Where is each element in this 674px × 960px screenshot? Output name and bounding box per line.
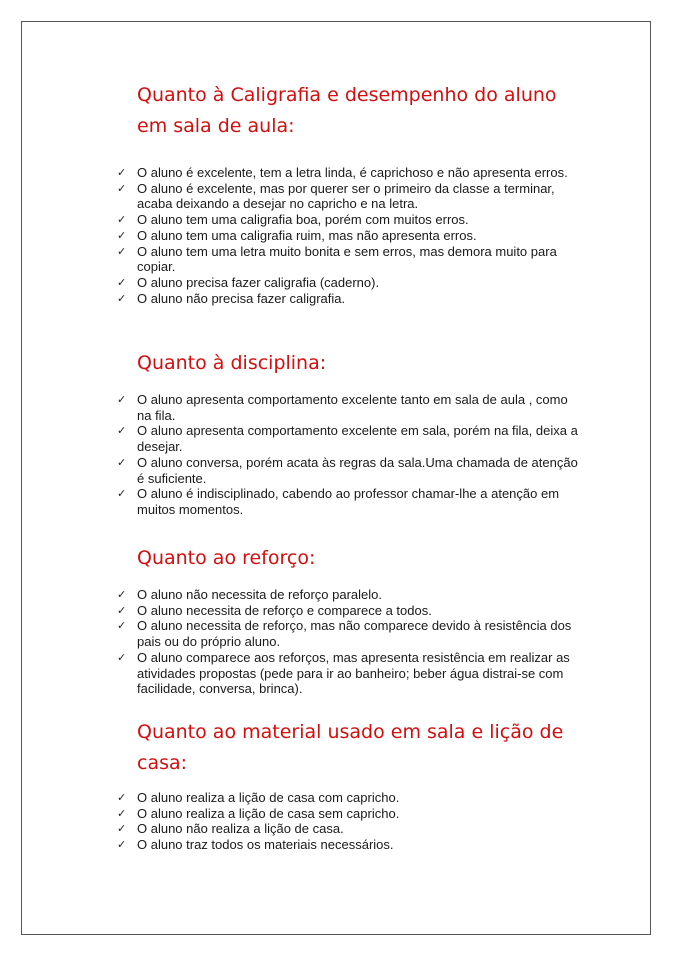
checkmark-icon: ✓ (117, 791, 127, 804)
checkmark-icon: ✓ (117, 424, 127, 438)
section-heading-caligrafia: Quanto à Caligrafia e desempenho do aluno em sala de aula: (137, 84, 557, 137)
checkmark-icon: ✓ (117, 588, 127, 601)
section-heading-material: Quanto ao material usado em sala e lição de casa: (137, 721, 564, 774)
list-item: ✓ O aluno precisa fazer caligrafia (caderno). (117, 274, 380, 290)
checklist-reforco (113, 587, 583, 697)
list-item: ✓ O aluno apresenta comportamento excelente tanto em sala de aula , como na fila. (117, 392, 568, 423)
checkmark-icon: ✓ (117, 275, 127, 289)
checkmark-icon: ✓ (117, 603, 127, 617)
list-item: ✓ O aluno realiza a lição de casa sem capricho. (117, 805, 400, 821)
checkmark-icon: ✓ (117, 213, 127, 227)
list-item: ✓ O aluno é excelente, tem a letra linda, é caprichoso e não apresenta erros. (117, 165, 568, 180)
checkmark-icon: ✓ (117, 822, 127, 836)
checkmark-icon: ✓ (117, 650, 127, 664)
list-item: ✓ O aluno necessita de reforço e comparece a todos. (117, 602, 432, 618)
checkmark-icon: ✓ (117, 455, 127, 469)
checkmark-icon: ✓ (117, 487, 127, 501)
list-item: ✓ O aluno realiza a lição de casa com capricho. (117, 790, 400, 805)
list-item: ✓ O aluno não realiza a lição de casa. (117, 821, 344, 837)
checkmark-icon: ✓ (117, 619, 127, 633)
list-item: ✓ O aluno é indisciplinado, cabendo ao professor chamar-lhe a atenção em muitos momentos. (117, 486, 560, 517)
checklist-material (113, 790, 583, 853)
list-item: ✓ O aluno traz todos os materiais necessários. (117, 837, 394, 853)
section-heading-disciplina: Quanto à disciplina: (137, 352, 327, 374)
list-item: ✓ O aluno comparece aos reforços, mas apresenta resistência em realizar as atividades propostas (pede para ir ao banheiro; beber água distrai-se com facilidade, conversa, brinca). (117, 649, 570, 697)
checklist-disciplina (113, 392, 583, 518)
checkmark-icon: ✓ (117, 838, 127, 852)
checkmark-icon: ✓ (117, 244, 127, 258)
checkmark-icon: ✓ (117, 393, 127, 406)
list-item: ✓ O aluno não precisa fazer caligrafia. (117, 290, 346, 306)
section-heading-reforco: Quanto ao reforço: (137, 547, 316, 569)
checkmark-icon: ✓ (117, 228, 127, 242)
checklist-caligrafia (113, 165, 583, 306)
list-item: ✓ O aluno tem uma caligrafia ruim, mas não apresenta erros. (117, 227, 477, 243)
list-item: ✓ O aluno não necessita de reforço paralelo. (117, 587, 382, 602)
checkmark-icon: ✓ (117, 166, 127, 179)
checkmark-icon: ✓ (117, 181, 127, 195)
list-item: ✓ O aluno tem uma caligrafia boa, porém com muitos erros. (117, 212, 469, 228)
list-item: ✓ O aluno tem uma letra muito bonita e sem erros, mas demora muito para copiar. (117, 243, 557, 275)
checkmark-icon: ✓ (117, 291, 127, 305)
checkmark-icon: ✓ (117, 806, 127, 820)
list-item: ✓ O aluno apresenta comportamento excelente em sala, porém na fila, deixa a desejar. (117, 423, 578, 455)
list-item: ✓ O aluno é excelente, mas por querer ser o primeiro da classe a terminar, acaba deixando a desejar no capricho e na letra. (117, 180, 555, 212)
list-item: ✓ O aluno necessita de reforço, mas não comparece devido à resistência dos pais ou do próprio aluno. (117, 618, 572, 650)
list-item: ✓ O aluno conversa, porém acata às regras da sala.Uma chamada de atenção é suficiente. (117, 454, 578, 486)
